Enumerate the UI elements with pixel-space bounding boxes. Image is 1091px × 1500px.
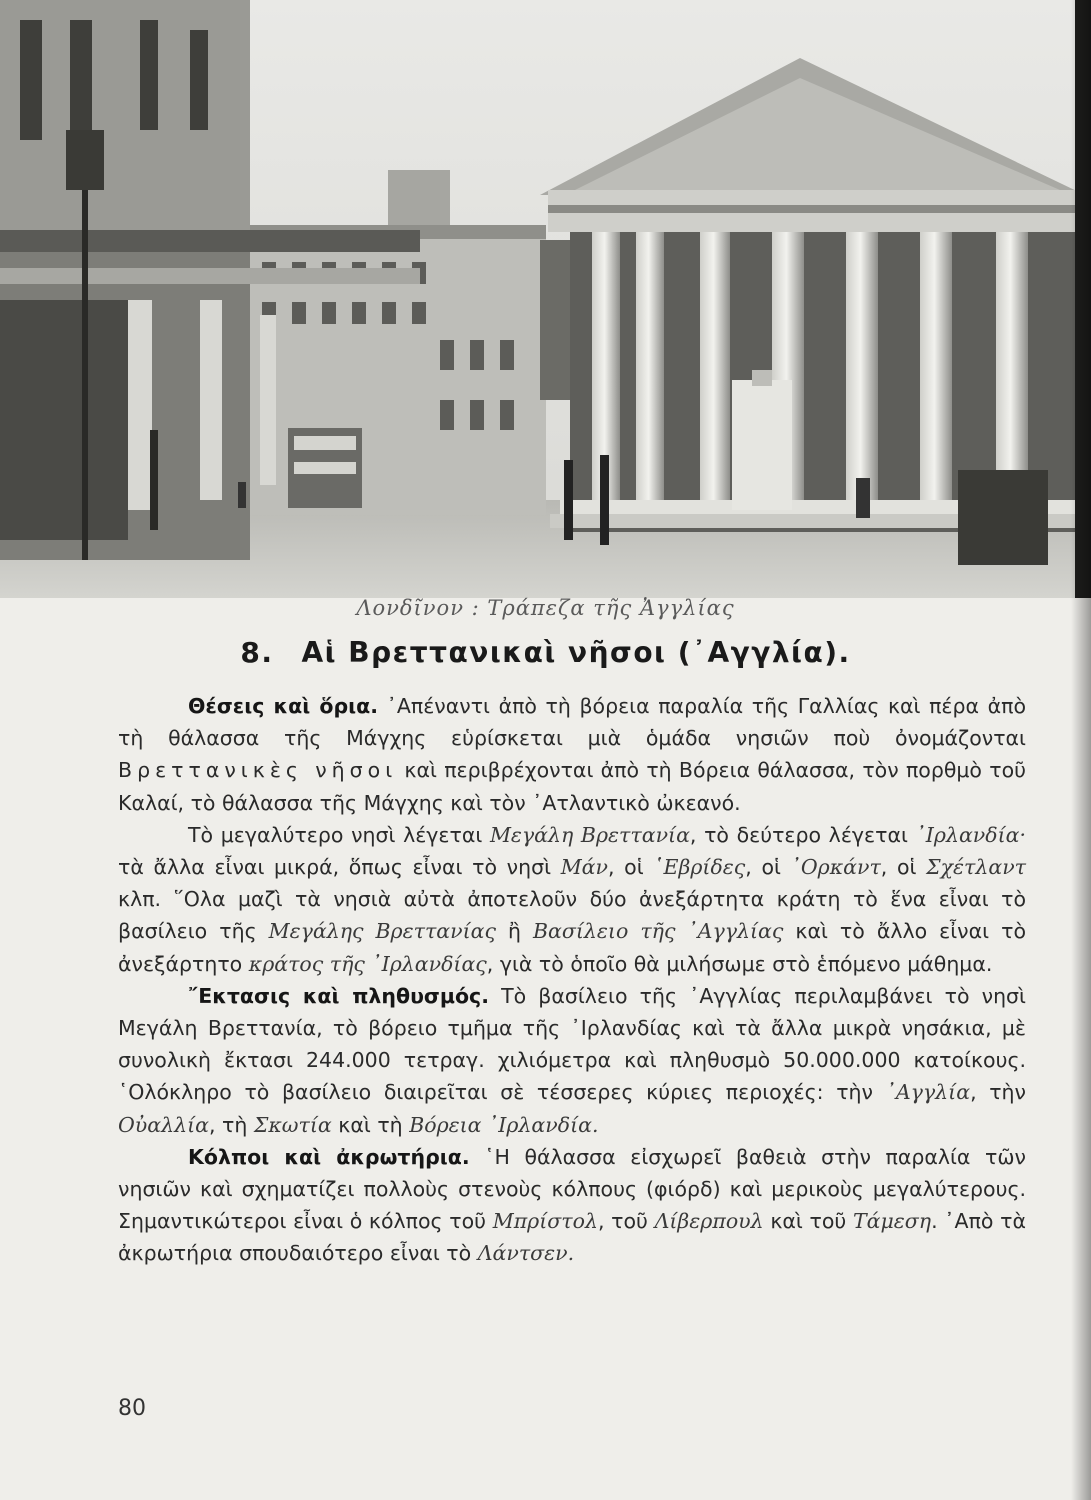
italic-term: κράτος τῆς ᾿Ιρλανδίας: [248, 951, 487, 976]
text-run: , γιὰ τὸ ὁποῖο θὰ μιλήσωμε στὸ ἑπόμενο μάθημα.: [486, 951, 993, 976]
text-run: , οἱ: [607, 855, 654, 880]
italic-term: ᾿Ορκάντ: [790, 855, 881, 880]
text-run: , οἱ: [745, 855, 791, 880]
text-run: καὶ τοῦ: [763, 1209, 853, 1234]
text-run: , τοῦ: [597, 1209, 655, 1234]
italic-term: Μάν: [560, 855, 608, 880]
body-text: [118, 690, 1026, 1270]
text-run: . ᾿Απὸ τὰ ἀκρωτήρια σπουδαιότερο εἶναι τὸ: [118, 1209, 1026, 1266]
italic-term: Μεγάλη Βρεττανία: [489, 822, 690, 847]
text-run: καὶ τὴ: [331, 1112, 410, 1137]
text-run: καὶ περιβρέχονται ἀπὸ τὴ Βόρεια θάλασσα, τὸν πορθμὸ τοῦ Καλαί, τὸ θάλασσα τῆς Μάγχης καὶ τὸν ᾿Ατλαντικὸ ὠκεανό.: [118, 758, 1026, 815]
text-run: ἢ: [495, 919, 533, 944]
photo-caption: Λονδῖνον : Τράπεζα τῆς Ἀγγλίας: [356, 596, 735, 620]
italic-term: Λάντσεν.: [477, 1241, 575, 1266]
lead-area: ῎Εκτασις καὶ πληθυσμός.: [188, 983, 489, 1008]
text-run: , τὴ: [208, 1112, 254, 1137]
italic-term: Μεγάλης Βρεττανίας: [268, 919, 496, 944]
page-number: 80: [118, 1396, 146, 1421]
text-run: ῾Η θάλασσα εἰσχωρεῖ βαθειὰ στὴν παραλία τῶν νησιῶν καὶ σχηματίζει πολλοὺς στενοὺς κόλπους (φιόρδ) καὶ μερικοὺς μεγαλύτερους. Σημαντικώτεροι εἶναι ὁ κόλπος τοῦ: [118, 1144, 1026, 1234]
italic-term: Οὐαλλία: [118, 1112, 209, 1137]
text-run: , οἱ: [880, 855, 927, 880]
paragraph-position: [118, 690, 1026, 819]
italic-term: Σχέτλαντ: [926, 855, 1027, 880]
text-run: , τὸ δεύτερο λέγεται: [689, 822, 916, 847]
paragraph-islands: [118, 819, 1026, 980]
paragraph-gulfs-capes: [118, 1141, 1026, 1270]
italic-term: ᾿Αγγλία: [885, 1080, 971, 1105]
italic-term: ᾿Ιρλανδία·: [915, 822, 1026, 847]
section-heading: [0, 636, 1091, 669]
text-run: κλπ. ῞Ολα μαζὶ τὰ νησιὰ αὐτὰ ἀποτελοῦν δύο ἀνεξάρτητα κράτη τὸ ἕνα εἶναι τὸ βασίλειο τῆς: [118, 887, 1026, 944]
spaced-term: Βρεττανικὲς νῆσοι: [118, 758, 398, 783]
section-number: 8.: [240, 636, 274, 669]
italic-term: Λίβερπουλ: [654, 1209, 764, 1234]
text-run: Τὸ βασίλειο τῆς ᾿Αγγλίας περιλαμβάνει τὸ νησὶ Μεγάλη Βρεττανία, τὸ βόρειο τμῆμα τῆς ᾿Ιρλανδίας καὶ τὰ ἄλλα μικρὰ νησάκια, μὲ συνολικὴ ἔκτασι 244.000 τετραγ. χιλιόμετρα καὶ πληθυσμὸ 50.000.000 κατοίκους. ῾Ολόκληρο τὸ βασίλειο διαιρεῖται σὲ τέσσερες κύριες περιοχές: τὴν: [118, 983, 1026, 1105]
text-run: τὰ ἄλλα εἶναι μικρά, ὅπως εἶναι τὸ νησὶ: [118, 855, 561, 880]
italic-term: Τάμεση: [852, 1209, 932, 1234]
lead-position: Θέσεις καὶ ὅρια.: [188, 694, 379, 718]
lead-gulfs: Κόλποι καὶ ἀκρωτήρια.: [188, 1144, 470, 1169]
italic-term: Βασίλειο τῆς ᾿Αγγλίας: [532, 919, 784, 944]
photo-bank-of-england: [0, 0, 1091, 598]
text-run: , τὴν: [970, 1080, 1026, 1105]
section-title: Αἱ Βρεττανικαὶ νῆσοι (᾿Αγγλία).: [301, 636, 851, 669]
paragraph-area-population: [118, 980, 1026, 1141]
text-run: ᾿Απέναντι ἀπὸ τὴ βόρεια παραλία τῆς Γαλλίας καὶ πέρα ἀπὸ τὴ θάλασσα τῆς Μάγχης εὑρίσκεται μιὰ ὁμάδα νησιῶν ποὺ ὀνομάζονται: [118, 694, 1026, 751]
italic-term: ῾Εβρίδες: [653, 855, 746, 880]
text-run: καὶ τὸ ἄλλο εἶναι τὸ ἀνεξάρτητο: [118, 919, 1026, 976]
italic-term: Μπρίστολ: [492, 1209, 598, 1234]
italic-term: Βόρεια ᾿Ιρλανδία.: [409, 1112, 599, 1137]
text-run: Τὸ μεγαλύτερο νησὶ λέγεται: [188, 822, 490, 847]
italic-term: Σκωτία: [253, 1112, 332, 1137]
binding-shadow: [1071, 0, 1091, 1500]
